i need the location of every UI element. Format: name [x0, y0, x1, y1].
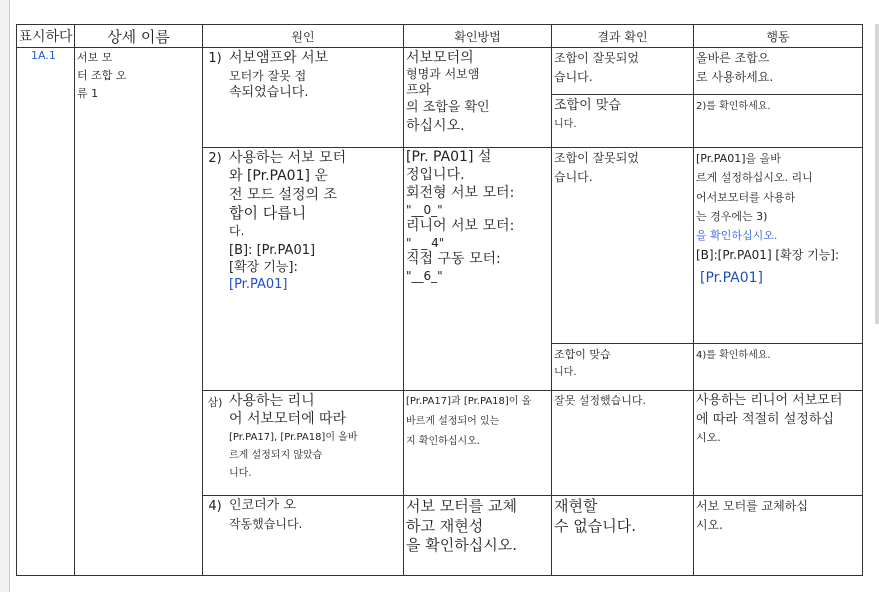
header-cause: 원인 — [203, 25, 404, 48]
item-number: 4) — [208, 499, 222, 514]
action-cell — [694, 344, 863, 391]
cause-cell — [203, 391, 404, 496]
result-cell — [552, 48, 694, 95]
code-name-line: 터 조합 오 — [77, 69, 127, 83]
action-cell — [694, 496, 863, 576]
action-text: 시오. — [696, 517, 723, 532]
cause-ref: [확장 기능]: — [229, 260, 298, 276]
code-name-line: 류 1 — [77, 87, 99, 101]
method-cell — [404, 391, 552, 496]
result-text: 잘못 설정했습니다. — [554, 394, 647, 407]
cause-cell — [203, 148, 404, 391]
action-cell — [694, 148, 863, 344]
method-text: 프와 — [406, 82, 432, 98]
action-text: 에 따라 적절히 설정하십 — [696, 411, 834, 427]
method-text: 을 확인하십시오. — [406, 536, 517, 554]
result-text: 재현할 — [554, 497, 598, 515]
cause-text: 어 서보모터에 따라 — [229, 411, 347, 428]
result-cell — [552, 391, 694, 496]
header-check-method: 확인방법 — [404, 25, 552, 48]
cause-text: 인코더가 오 — [229, 498, 296, 513]
result-cell — [552, 95, 694, 148]
action-text: 로 사용하세요. — [696, 69, 774, 84]
header-display: 표시하다 — [17, 25, 75, 48]
method-text: 하십시오. — [406, 117, 465, 134]
table-row — [17, 48, 863, 95]
method-text: 직접 구동 모터: — [406, 251, 501, 268]
cause-text: 모터가 잘못 접 — [229, 68, 307, 83]
code-display: 1A.1 — [31, 49, 56, 62]
header-action: 행동 — [694, 25, 863, 48]
action-text: 시오. — [696, 430, 721, 444]
result-text: 조합이 맞습 — [554, 348, 611, 361]
method-text: 형명과 서보앰 — [406, 67, 480, 82]
result-cell — [552, 148, 694, 344]
action-text: 는 경우에는 3) — [696, 209, 768, 223]
cause-ref-link: [Pr.PA01] — [229, 277, 288, 293]
cause-text: 합이 다릅니 — [229, 204, 307, 223]
action-text: [Pr.PA01]을 올바 — [696, 152, 781, 165]
action-cell — [694, 95, 863, 148]
cause-text: 서보앰프와 서보 — [229, 50, 329, 66]
item-number: 2) — [208, 151, 222, 166]
item-number: 1) — [208, 51, 222, 66]
cause-text: 르게 설정되지 않았습 — [229, 449, 323, 461]
result-text: 수 없습니다. — [554, 516, 636, 535]
cause-text: 사용하는 서보 모터 — [229, 150, 347, 166]
result-text: 니다. — [554, 118, 577, 130]
cause-cell — [203, 48, 404, 148]
action-text: 어서보모터를 사용하 — [696, 190, 796, 204]
method-text: 바르게 설정되어 있는 — [406, 416, 500, 427]
method-text: "__0_" — [406, 202, 443, 217]
method-text: 의 조합을 확인 — [406, 99, 490, 115]
action-text: 사용하는 리니어 서보모터 — [696, 393, 843, 408]
alarm-table — [16, 24, 863, 576]
result-text: 조합이 잘못되었 — [554, 151, 639, 165]
result-text: 조합이 잘못되었 — [554, 51, 639, 65]
action-text: 서보 모터를 교체하십 — [696, 499, 808, 513]
cause-text: 다. — [229, 224, 245, 239]
cause-text: 사용하는 리니 — [229, 393, 315, 409]
cause-ref: [B]: [Pr.PA01] — [229, 243, 316, 259]
method-cell — [404, 496, 552, 576]
method-text: 회전형 서보 모터: — [406, 184, 515, 201]
method-cell — [404, 48, 552, 148]
method-text: 지 확인하십시오. — [406, 436, 480, 447]
cause-text: 와 [Pr.PA01] 운 — [229, 168, 328, 185]
code-name-line: 서보 모 — [77, 51, 113, 64]
method-text: 정입니다. — [406, 166, 465, 183]
cause-text: 속되었습니다. — [229, 85, 309, 101]
action-text: 르게 설정하십시오. 리니 — [696, 171, 813, 185]
action-text: 4)를 확인하세요. — [696, 350, 771, 361]
method-text: [Pr. PA01] 설 — [406, 149, 492, 165]
result-cell — [552, 496, 694, 576]
method-text: [Pr.PA17]과 [Pr.PA18]이 올 — [406, 396, 532, 407]
table-header-row — [17, 25, 863, 48]
result-text: 습니다. — [554, 169, 593, 184]
action-text: 2)를 확인하세요. — [696, 101, 771, 112]
scrollbar[interactable] — [875, 24, 879, 324]
cause-text: 전 모드 설정의 조 — [229, 186, 338, 203]
result-text: 조합이 맞습 — [554, 98, 621, 113]
method-text: 서보모터의 — [406, 50, 474, 66]
action-text: 올바른 조합으 — [696, 51, 770, 65]
method-text: "_ _ 4" — [406, 235, 445, 250]
method-text: 리니어 서보 모터: — [406, 218, 515, 235]
cause-cell — [203, 496, 404, 576]
action-text-link: 을 확인하십시오. — [696, 229, 778, 242]
result-cell — [552, 344, 694, 391]
name-cell — [75, 48, 203, 576]
action-cell — [694, 48, 863, 95]
cause-text: 니다. — [229, 467, 252, 479]
code-cell — [17, 48, 75, 576]
result-text: 니다. — [554, 367, 577, 379]
method-text: "__6_" — [406, 269, 443, 284]
result-text: 습니다. — [554, 69, 593, 84]
cause-text: [Pr.PA17], [Pr.PA18]이 올바 — [229, 431, 358, 443]
cause-text: 작동했습니다. — [229, 516, 303, 531]
action-ref-link: [Pr.PA01] — [700, 270, 763, 287]
header-detail-name: 상세 이름 — [75, 25, 203, 48]
method-text: 하고 재현성 — [406, 516, 484, 535]
action-cell — [694, 391, 863, 496]
method-text: 서보 모터를 교체 — [406, 497, 517, 515]
header-check-result: 결과 확인 — [552, 25, 694, 48]
item-number: 삼) — [207, 396, 223, 409]
action-ref: [B]:[Pr.PA01] [확장 기능]: — [696, 248, 840, 263]
method-cell — [404, 148, 552, 391]
